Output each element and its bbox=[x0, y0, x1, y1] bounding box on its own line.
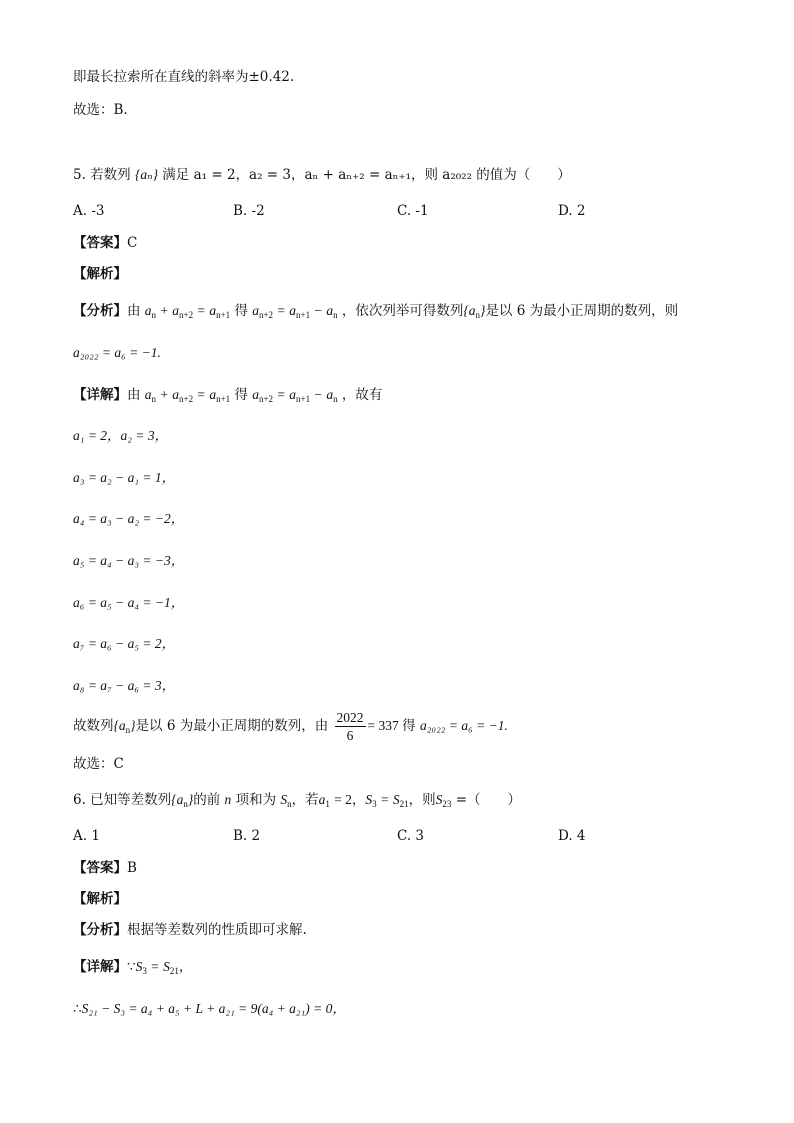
q6-therefore: ∴ bbox=[73, 1001, 82, 1017]
q5-xiangjie-tag: 【详解】 bbox=[73, 387, 127, 403]
q5-step-5: a₆ = a₅ − a₄ = −1， bbox=[73, 595, 185, 610]
q5-fenxi-t4: 是以 6 为最小正周期的数列，则 bbox=[485, 303, 679, 319]
q5-concl-t3: = 337 得 bbox=[367, 718, 416, 733]
q5-step-1: a₁ = 2，a₂ = 3， bbox=[73, 428, 169, 443]
q6-because: ∵ bbox=[127, 959, 136, 975]
q5-fenxi-result: a₂₀₂₂ = a₆ = −1. bbox=[73, 345, 161, 360]
q5-seq: {aₙ} bbox=[134, 167, 158, 182]
q5-xiangjie-t2: 得 bbox=[234, 387, 248, 403]
q6-option-b: B. 2 bbox=[233, 828, 261, 844]
q6-t4: ，则 bbox=[408, 792, 436, 808]
q5-fenxi-t3: ，依次列举可得数列 bbox=[341, 303, 464, 319]
q5-xiangjie: 【详解】由 $a_n + a_{n+2} = a_{n+1}$ 得 $a_{n+2} = a_{n+1} - a_n$ ，故有 bbox=[73, 387, 383, 404]
q6-t2: 项和为 bbox=[235, 792, 277, 808]
q5-step-4: a₅ = a₄ − a₃ = −3， bbox=[73, 553, 185, 568]
q6-answer-tag: 【答案】 bbox=[73, 860, 127, 876]
q6-prefix: 6. 已知等差数列 bbox=[73, 792, 172, 808]
q5-analysis-tag: 【解析】 bbox=[73, 266, 127, 282]
q6-t5: =（ ） bbox=[455, 792, 521, 808]
q5-answer-value: C bbox=[127, 235, 138, 251]
q5-fraction-den: 6 bbox=[346, 728, 354, 743]
q5-option-c: C. -1 bbox=[397, 203, 429, 219]
q6-xiangjie-tag: 【详解】 bbox=[73, 959, 127, 975]
q5-fenxi-t1: 由 bbox=[127, 303, 141, 319]
q6-option-a: A. 1 bbox=[73, 828, 100, 844]
q5-step-3: a₄ = a₃ − a₂ = −2， bbox=[73, 511, 185, 526]
q5-option-b: B. -2 bbox=[233, 203, 265, 219]
q5-answer bbox=[73, 234, 137, 252]
q5-step-2: a₃ = a₂ − a₁ = 1， bbox=[73, 470, 176, 485]
q6-fenxi-tag: 【分析】 bbox=[73, 922, 127, 938]
q5-concl-t1: 故数列 bbox=[73, 718, 114, 734]
q5-stem bbox=[73, 166, 571, 184]
q6-answer bbox=[73, 859, 137, 877]
q6-fenxi-text: 根据等差数列的性质即可求解. bbox=[127, 922, 307, 938]
q5-option-a: A. -3 bbox=[73, 203, 105, 219]
q5-option-d: D. 2 bbox=[558, 203, 586, 219]
q5-concl-t4: a₂₀₂₂ = a₆ = −1. bbox=[419, 718, 508, 733]
q6-stem: 6. 已知等差数列$\{a_n\}$的前 n 项和为 $S_n$，若$a_1 = 2$，$S_3 = S_{21}$，则$S_{23}$ =（ ） bbox=[73, 792, 521, 809]
q6-t3: ，若 bbox=[291, 792, 319, 808]
q6-fenxi bbox=[73, 921, 307, 939]
q6-t1: 的前 bbox=[193, 792, 221, 808]
q5-xiangjie-t1: 由 bbox=[127, 387, 141, 403]
q5-step-6: a₇ = a₆ − a₅ = 2， bbox=[73, 636, 176, 651]
q5-condition: 满足 a₁ = 2，a₂ = 3，aₙ + aₙ₊₂ = aₙ₊₁，则 a₂₀₂₂ 的值为（ ） bbox=[162, 167, 571, 183]
q5-fraction bbox=[335, 709, 366, 744]
q5-conclusion: 故数列$\{a_n\}$是以 6 为最小正周期的数列，由 $\frac{2022}{6}$ = 337 得 a₂₀₂₂ = a₆ = −1. bbox=[73, 710, 508, 743]
q5-fraction-num: 2022 bbox=[336, 710, 364, 725]
q5-fenxi-t2: 得 bbox=[234, 303, 248, 319]
q5-fenxi-tag: 【分析】 bbox=[73, 303, 127, 319]
q5-prefix: 5. 若数列 bbox=[73, 167, 131, 183]
q5-choose: 故选：C bbox=[73, 756, 124, 772]
q5-concl-t2: 是以 6 为最小正周期的数列，由 bbox=[135, 718, 329, 734]
q6-option-c: C. 3 bbox=[397, 828, 425, 844]
q6-analysis-tag: 【解析】 bbox=[73, 891, 127, 907]
slope-conclusion: 即最长拉索所在直线的斜率为±0.42. bbox=[73, 69, 295, 85]
previous-answer: 故选：B. bbox=[73, 102, 128, 118]
q6-option-d: D. 4 bbox=[558, 828, 586, 844]
q6-n: n bbox=[224, 792, 232, 807]
q6-sum-line bbox=[73, 1000, 346, 1018]
q5-step-7: a₈ = a₇ − a₆ = 3， bbox=[73, 678, 176, 693]
q6-xiangjie: 【详解】$\because S_3 = S_{21}$， bbox=[73, 959, 193, 976]
q5-xiangjie-t3: ，故有 bbox=[341, 387, 383, 403]
q6-answer-value: B bbox=[127, 860, 137, 876]
q6-sum-expression: S₂₁ − S₃ = a₄ + a₅ + L + a₂₁ = 9(a₄ + a₂₁) = 0， bbox=[81, 1001, 346, 1016]
q5-answer-tag: 【答案】 bbox=[73, 235, 127, 251]
q5-fenxi: 【分析】由 $a_n + a_{n+2} = a_{n+1}$ 得 $a_{n+2} = a_{n+1} - a_n$ ，依次列举可得数列$\{a_n\}$是以 6 为最小正周期的数列，则 bbox=[73, 303, 679, 320]
